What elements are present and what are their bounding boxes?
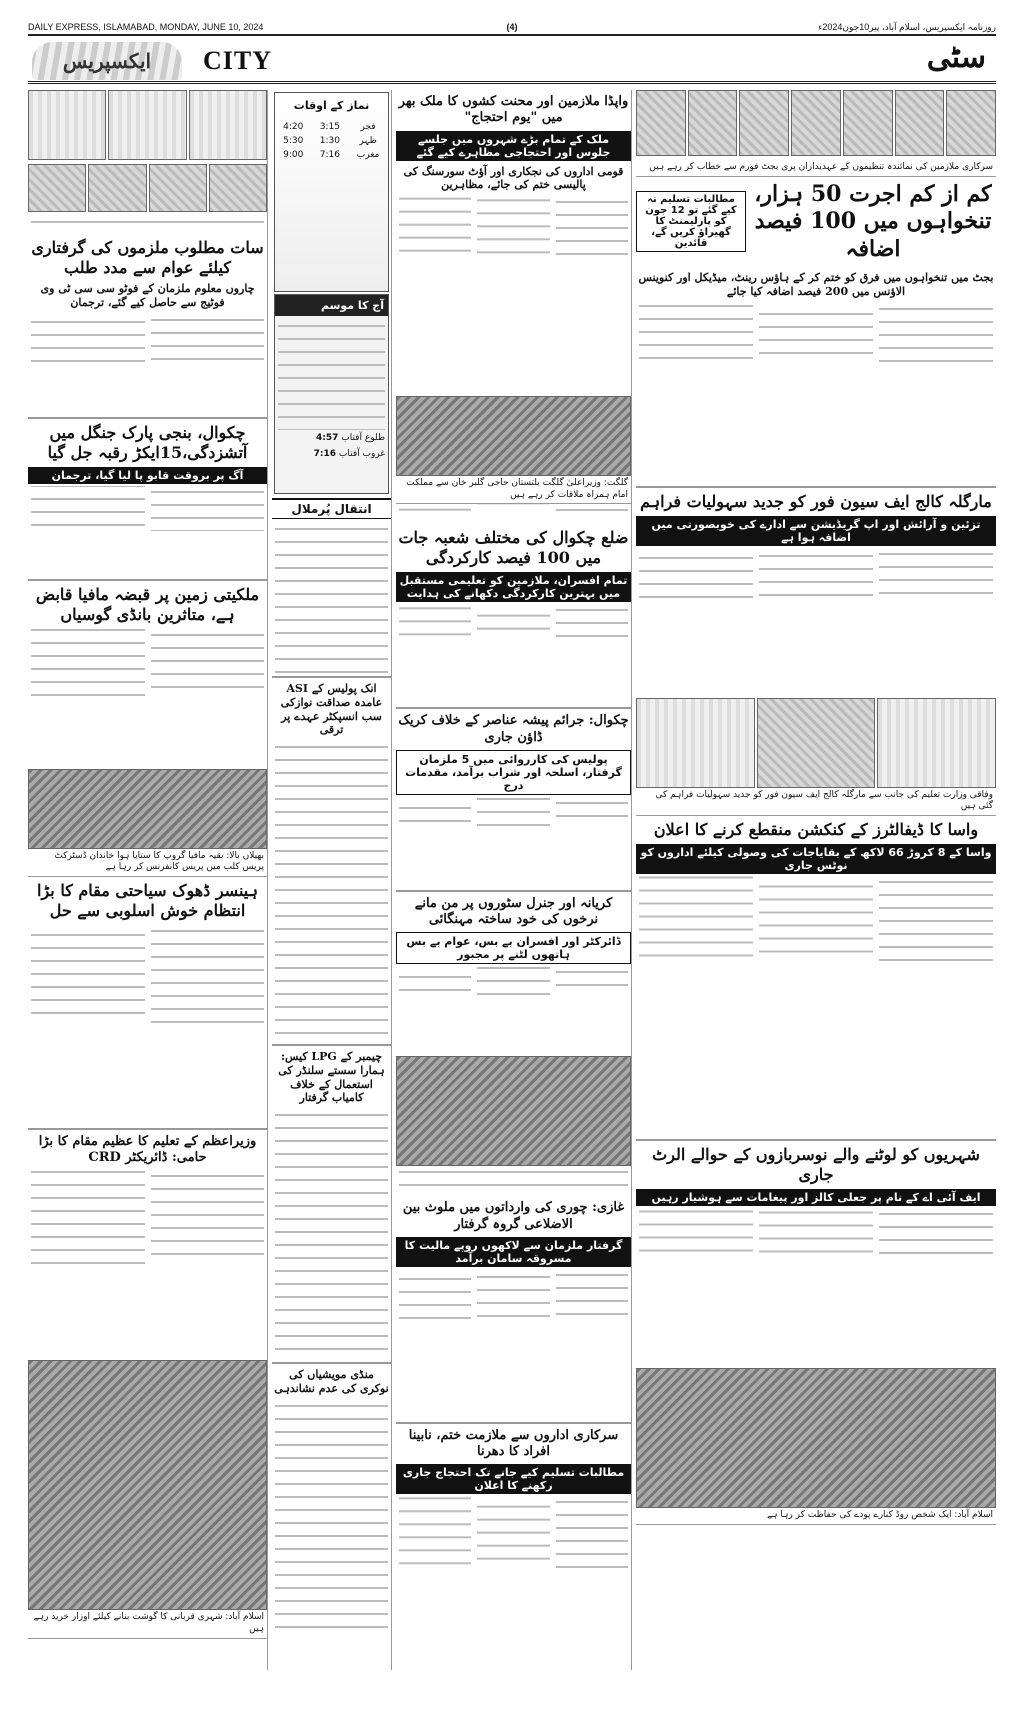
sunrise-row: طلوع آفتاب 4:57 (315, 433, 385, 443)
subheadline-strip: آگ پر بروقت قابو پا لیا گیا، ترجمان (28, 467, 267, 484)
headline: ضلع چکوال کی مختلف شعبہ جات میں 100 فیصد کارکردگی (398, 528, 629, 568)
dateline (28, 22, 996, 36)
headline: منڈی مویشیاں کی نوکری کی عدم نشاندہی (274, 1368, 389, 1395)
lead-headline: کم از کم اجرت 50 ہزار، تنخواہوں میں 100 فیصد اضافہ (754, 180, 992, 262)
sunset-row: غروب آفتاب 7:16 (313, 449, 385, 459)
headline: وزیراعظم کے تعلیم کا عظیم مقام کا بڑا حامی: ڈائریکٹر CRD (38, 1133, 257, 1166)
article-body (28, 1170, 267, 1360)
sketch-image (189, 90, 267, 160)
photo-caption (396, 1166, 631, 1196)
section-title-english: CITY (203, 46, 273, 75)
article-body (28, 216, 267, 234)
photo-caption: اسلام آباد: شہری قربانی کا گوشت بنانے کیلئے اوزار خرید رہے ہیں (28, 1610, 267, 1638)
subheadline-strip: ملک کے تمام بڑے شہروں میں جلسے جلوس اور احتجاجی مظاہرے کیے گئے (396, 131, 631, 161)
sketch-image (28, 90, 106, 160)
market-photo (28, 1360, 267, 1610)
headline: سرکاری اداروں سے ملازمت ختم، نابینا افراد کا دھرنا (408, 1427, 619, 1460)
subheadline-strip: واسا کے 8 کروڑ 66 لاکھ کے بقایاجات کی وصولی کیلئے اداروں کو نوٹس جاری (636, 844, 996, 874)
cctv-image (88, 164, 146, 212)
obituary-title: انتقال پُرملال (272, 498, 391, 519)
headline: واسا کا ڈیفالٹرز کے کنکشن منقطع کرنے کا اعلان (653, 820, 979, 840)
subheadline: بجٹ میں تنخواہوں میں فرق کو ختم کر کے ہاؤس رینٹ، میڈیکل اور کنوینس الاؤنس میں 200 فیصد اضافہ کیا جائے (638, 271, 994, 298)
article-body (636, 1208, 996, 1368)
subheadline: قومی اداروں کی نجکاری اور آؤٹ سورسنگ کی پالیسی ختم کی جائے، مظاہرین (403, 164, 624, 192)
article-body (396, 1496, 631, 1670)
article-body (396, 604, 631, 704)
cctv-image (209, 164, 267, 212)
photo-caption: گلگت: وزیراعلیٰ گلگت بلتستان حاجی گلبر خان سے مملکت امام ہمراہ ملاقات کر رہے ہیں (396, 476, 631, 504)
headline: غازی: چوری کی وارداتوں میں ملوث بین الاضلاعی گروہ گرفتار (402, 1200, 625, 1232)
portrait-image (843, 90, 893, 156)
subheadline-strip: تزئین و آرائش اور اپ گریڈیشن سے ادارے کی خوبصورتی میں اضافہ ہوا ہے (636, 516, 996, 546)
masthead (28, 40, 996, 84)
college-photo (636, 698, 755, 788)
article-body (28, 925, 267, 1125)
section-title-urdu: سٹی (926, 40, 986, 75)
column-1 (28, 90, 268, 1670)
headline: ملکیتی زمین پر قبضہ مافیا قابض ہے، متاثرین بانڈی گوسیاں (35, 584, 260, 624)
photo-caption: بھیلاں بالا: بقیہ مافیا گروپ کا ستایا ہوا خاندان ڈسٹرکٹ پریس کلب میں پریس کانفرنس کر رہا ہے (28, 849, 267, 877)
portrait-image (636, 90, 686, 156)
article-body (396, 196, 631, 396)
headline: چکوال، بنجی پارک جنگل میں آتشزدگی،15ایکڑ رقبہ جل گیا (47, 422, 248, 462)
headline: سات مطلوب ملزموں کی گرفتاری کیلئے عوام سے مدد طلب (31, 238, 264, 277)
portrait-image (895, 90, 945, 156)
dateline-urdu: روزنامہ ایکسپریس، اسلام آباد، پیر10جون2024ء (818, 22, 996, 32)
subheadline-strip: ایف آئی اے کے نام پر جعلی کالز اور پیغامات سے ہوشیار رہیں (636, 1189, 996, 1206)
subheadline-strip: گرفتار ملزمان سے لاکھوں روپے مالیت کا مسروقہ سامان برآمد (396, 1237, 631, 1267)
headline-box: مطالبات تسلیم نہ کیے گئے تو 12 جون کو پارلیمنٹ کا گھیراؤ کریں گے، قائدین (636, 191, 746, 252)
headline: انک پولیس کے ASI عامدہ صداقت نوازکی سب انسپکٹر عہدے پر ترقی (280, 682, 383, 737)
sketch-image (108, 90, 186, 160)
headline: کریانہ اور جنرل سٹوروں پر من مانے نرخوں کی خود ساختہ مہنگائی (414, 895, 613, 928)
subheadline: چاروں معلوم ملزمان کے فوٹو سی سی ٹی وی فوٹیج سے حاصل کیے گئے، ترجمان (40, 282, 255, 309)
cctv-image (149, 164, 207, 212)
column-4 (636, 90, 996, 1670)
prayer-times-title: نماز کے اوقات (293, 99, 370, 112)
photo-caption: وفاقی وزارت تعلیم کی جانب سے مارگلہ کالج ایف سیون فور کو جدید سہولیات فراہم کی گئی ہیں (636, 788, 996, 816)
meeting-photo (396, 396, 631, 476)
article-body (636, 303, 996, 483)
college-photo (877, 698, 996, 788)
college-photos (636, 698, 996, 788)
subheadline-strip: تمام افسران، ملازمین کو تعلیمی مستقبل میں بہترین کارکردگی دکھانے کی ہدایت (396, 572, 631, 602)
lead-headline-row (636, 177, 996, 268)
union-leaders-photos (636, 90, 996, 156)
express-logo: ایکسپریس (32, 42, 182, 80)
article-body (28, 629, 267, 769)
headline: شہریوں کو لوٹنے والے نوسربازوں کے حوالے الرٹ جاری (652, 1145, 980, 1185)
article-body (396, 797, 631, 887)
subheadline-box: پولیس کی کارروائی میں 5 ملزمان گرفتار، اسلحہ اور شراب برآمد، مقدمات درج (396, 750, 631, 795)
article-body (396, 504, 631, 524)
prayer-times-table (275, 120, 388, 162)
page-number: (4) (506, 22, 518, 32)
article-body (636, 876, 996, 1136)
column-2 (272, 90, 392, 1670)
press-conference-photo (28, 769, 267, 849)
table-row: فجر 3:15 4:20 (283, 122, 376, 132)
weather-text (275, 320, 388, 430)
police-arrest-photo (396, 1056, 631, 1166)
article-body (272, 741, 391, 1041)
headline: واپڈا ملازمین اور محنت کشوں کا ملک بھر میں "یوم احتجاج" (398, 94, 629, 126)
suspect-sketches (28, 90, 267, 160)
column-3 (396, 90, 632, 1670)
headline: چکوال: جرائم پیشہ عناصر کے خلاف کریک ڈاؤن جاری (398, 713, 629, 745)
headline: مارگلہ کالج ایف سیون فور کو جدید سہولیات فراہم (640, 491, 992, 511)
table-row: ظہر 1:30 5:30 (283, 136, 377, 146)
dateline-english: DAILY EXPRESS, ISLAMABAD, MONDAY, JUNE 10, 2024 (28, 22, 264, 32)
college-photo (757, 698, 876, 788)
headline: ہینسر ڈھوک سیاحتی مقام کا بڑا انتظام خوش اسلوبی سے حل (37, 880, 258, 920)
weather-title: آج کا موسم (275, 295, 388, 316)
cctv-image (28, 164, 86, 212)
article-body (272, 1109, 391, 1359)
subheadline-box: ڈائرکٹر اور افسران بے بس، عوام بے بس ہاتھوں لٹنے پر مجبور (396, 932, 631, 964)
weather-box (274, 294, 389, 494)
subheadline-strip: مطالبات تسلیم کیے جانے تک احتجاج جاری رکھنے کا اعلان (396, 1464, 631, 1494)
roadside-photo (636, 1368, 996, 1508)
table-row: مغرب 7:16 9:00 (283, 150, 380, 160)
article-body (636, 548, 996, 698)
obituary-body (272, 523, 391, 673)
article-body (396, 1269, 631, 1419)
portrait-image (739, 90, 789, 156)
photo-caption: اسلام آباد: ایک شخص روڈ کنارے پودے کی حفاظت کر رہا ہے (636, 1508, 996, 1525)
photo-caption: سرکاری ملازمین کی نمائندہ تنظیموں کے عہدیداران پری بجٹ فورم سے خطاب کر رہے ہیں (636, 160, 996, 177)
article-body (272, 1400, 391, 1630)
article-body (396, 966, 631, 1056)
article-body (28, 486, 267, 576)
headline: چیمبر کے LPG کیس: ہمارا سستے سلنڈر کی استعمال کے خلاف کامیاب گرفتار (278, 1050, 385, 1105)
portrait-image (688, 90, 738, 156)
article-body (28, 314, 267, 414)
portrait-image (946, 90, 996, 156)
prayer-times-box (274, 92, 389, 292)
cctv-images (28, 164, 267, 212)
portrait-image (791, 90, 841, 156)
